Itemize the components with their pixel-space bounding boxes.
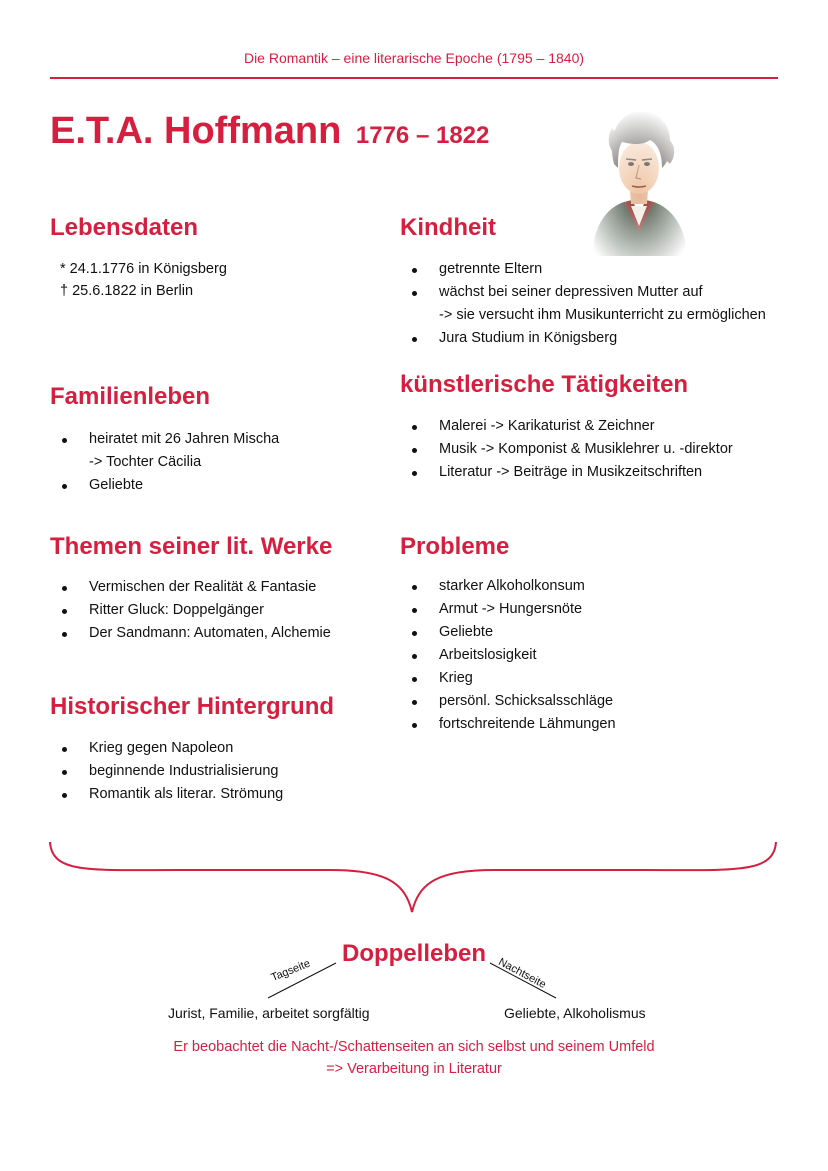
bullet-icon	[62, 793, 67, 798]
author-years: 1776 – 1822	[355, 122, 490, 149]
bullet-icon	[412, 631, 417, 636]
section-hintergrund	[50, 692, 334, 806]
bullet-icon	[412, 337, 417, 342]
list-item: Geliebte	[50, 474, 279, 497]
list-item: Krieg gegen Napoleon	[50, 737, 334, 760]
list-item: Geliebte	[400, 621, 616, 644]
bullet-icon	[412, 268, 417, 273]
bullet-icon	[412, 608, 417, 613]
list-item: * 24.1.1776 in Königsberg	[60, 261, 227, 277]
bullet-icon	[62, 484, 67, 489]
bullet-icon	[412, 291, 417, 296]
list-item: fortschreitende Lähmungen	[400, 713, 616, 736]
list-item: wächst bei seiner depressiven Mutter auf -> sie versucht ihm Musikunterricht zu ermöglichen	[400, 281, 766, 327]
list-item: Musik -> Komponist & Musiklehrer u. -direktor	[400, 438, 733, 461]
taetigkeiten-list	[400, 415, 733, 484]
conclusion-line-2: => Verarbeitung in Literatur	[326, 1061, 502, 1077]
bullet-icon	[412, 654, 417, 659]
list-item: Der Sandmann: Automaten, Alchemie	[50, 622, 332, 645]
bullet-icon	[62, 586, 67, 591]
heading-familienleben: Familienleben	[50, 383, 211, 410]
page-title	[50, 110, 489, 153]
list-item: † 25.6.1822 in Berlin	[60, 283, 194, 299]
bullet-icon	[412, 425, 417, 430]
familienleben-list	[50, 428, 279, 497]
conclusion-line-1: Er beobachtet die Nacht-/Schattenseiten an sich selbst und seinem Umfeld	[173, 1039, 655, 1055]
bullet-icon	[62, 770, 67, 775]
list-item: starker Alkoholkonsum	[400, 575, 616, 598]
header-divider	[50, 77, 778, 79]
section-probleme	[400, 532, 616, 736]
section-familienleben	[50, 382, 279, 497]
curly-brace-divider	[0, 830, 828, 930]
page-header: Die Romantik – eine literarische Epoche (1795 – 1840)	[243, 50, 585, 66]
probleme-list	[400, 575, 616, 736]
list-item: Arbeitslosigkeit	[400, 644, 616, 667]
doppelleben-branches	[0, 940, 828, 1020]
list-item: Jura Studium in Königsberg	[400, 327, 766, 350]
bullet-icon	[412, 723, 417, 728]
section-themen	[50, 532, 332, 645]
section-kindheit	[400, 213, 766, 350]
nachtseite-label: Nachtseite	[496, 956, 548, 992]
tagseite-label: Tagseite	[269, 957, 313, 984]
heading-kindheit: Kindheit	[400, 214, 496, 241]
list-item: Romantik als literar. Strömung	[50, 783, 334, 806]
heading-themen: Themen seiner lit. Werke	[50, 533, 333, 560]
conclusion	[0, 1036, 828, 1080]
list-item: heiratet mit 26 Jahren Mischa -> Tochter Cäcilia	[50, 428, 279, 474]
bullet-icon	[62, 747, 67, 752]
list-item: persönl. Schicksalsschläge	[400, 690, 616, 713]
bullet-icon	[62, 609, 67, 614]
tagseite-text: Jurist, Familie, arbeitet sorgfältig	[168, 1005, 370, 1021]
list-subitem: -> Tochter Cäcilia	[89, 454, 202, 470]
themen-list	[50, 576, 332, 645]
section-taetigkeiten	[400, 370, 733, 484]
bullet-icon	[62, 438, 67, 443]
list-item: Vermischen der Realität & Fantasie	[50, 576, 332, 599]
nachtseite-text: Geliebte, Alkoholismus	[504, 1005, 646, 1021]
list-subitem: -> sie versucht ihm Musikunterricht zu ermöglichen	[439, 307, 766, 323]
hintergrund-list	[50, 737, 334, 806]
bullet-icon	[412, 471, 417, 476]
doppelleben-title: Doppelleben	[341, 940, 486, 967]
bullet-icon	[412, 700, 417, 705]
section-lebensdaten	[50, 213, 227, 302]
bullet-icon	[412, 448, 417, 453]
list-item: Ritter Gluck: Doppelgänger	[50, 599, 332, 622]
lebensdaten-list	[50, 258, 227, 302]
heading-lebensdaten: Lebensdaten	[50, 214, 199, 241]
list-item: Literatur -> Beiträge in Musikzeitschriften	[400, 461, 733, 484]
kindheit-list	[400, 258, 766, 350]
list-item: Malerei -> Karikaturist & Zeichner	[400, 415, 733, 438]
heading-probleme: Probleme	[400, 533, 510, 560]
list-item: getrennte Eltern	[400, 258, 766, 281]
heading-taetigkeiten: künstlerische Tätigkeiten	[400, 371, 689, 398]
list-item: beginnende Industrialisierung	[50, 760, 334, 783]
bullet-icon	[412, 677, 417, 682]
list-item: Krieg	[400, 667, 616, 690]
author-name: E.T.A. Hoffmann	[50, 110, 342, 152]
list-item: Armut -> Hungersnöte	[400, 598, 616, 621]
bullet-icon	[412, 585, 417, 590]
bullet-icon	[62, 632, 67, 637]
heading-hintergrund: Historischer Hintergrund	[50, 693, 335, 720]
